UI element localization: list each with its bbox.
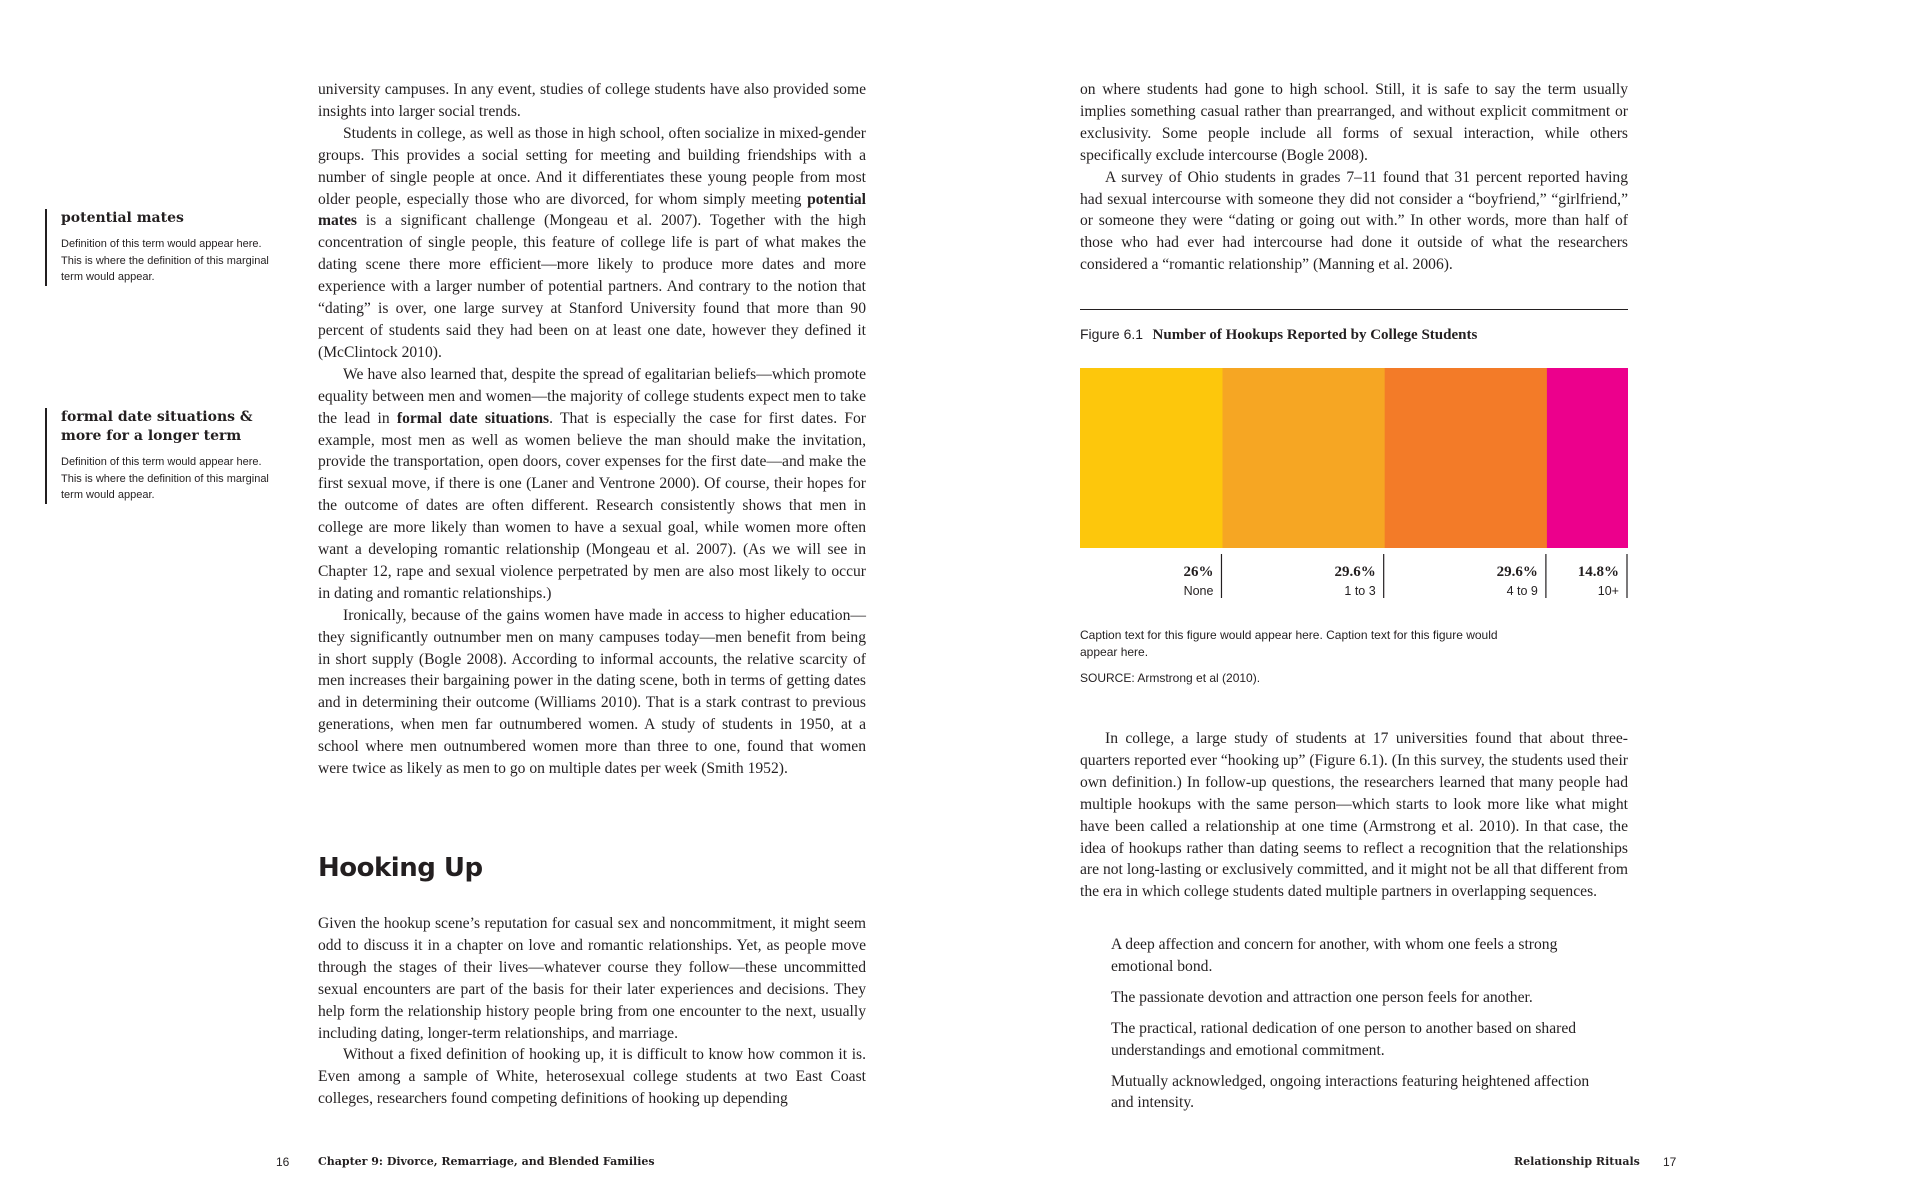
figure-number: Figure 6.1 [1080,326,1144,342]
chart-value-label: 14.8% [1577,564,1619,580]
chart-category-label: 1 to 3 [1344,584,1376,598]
page-number-right: 17 [1663,1155,1677,1169]
chart-bar-segment [1385,368,1548,548]
chart-value-label: 26% [1183,564,1214,580]
paragraph: Without a fixed definition of hooking up, it is difficult to know how common it is. Even among a sample of White, heterosexual college students at two East Coast colleges, researchers found competing definitions of hooking up depending [318,1046,866,1108]
chart-value-label: 29.6% [1334,564,1376,580]
figure-title [1080,324,1477,346]
paragraph: Given the hookup scene’s reputation for casual sex and noncommitment, it might seem odd to discuss it in a chapter on love and romantic relationships. Yet, as people move through the stages of their lives—whatever course they follow—these uncommitted sexual encounters are part of the basis for their later experiences and decisions. They help form the relationship history people bring from one encounter to the next, usually including dating, longer-term relationships, and marriage. [318,915,866,1042]
page-number-left: 16 [276,1155,290,1169]
chart-category-label: 10+ [1597,584,1619,598]
glossary-term-title: potential mates [61,210,184,226]
paragraph: We have also learned that, despite the spread of egalitarian beliefs—which promote equality between men and women—the majority of college students expect men to take the lead in formal date situations. That is especially the case for first dates. For example, most men as well as women believe the man should make the invitation, provide the transportation, open doors, cover expenses for the first date—and make the first sexual move, if there is one (Laner and Ventrone 2000). Of course, their hopes for the outcome of dates are often different. Research consistently shows that men in college are more likely than women to have a sexual goal, while women more often want a developing romantic relationship (Mongeau et al. 2007). (As we will see in Chapter 12, rape and sexual violence perpetrated by men are also most likely to occur in dating and romantic relationships.) [318,365,866,602]
glossary-term-definition: Definition of this term would appear here. This is where the definition of this marginal term would appear. [61,456,269,501]
chart-bar-segment [1080,368,1223,548]
definition-item: Mutually acknowledged, ongoing interactions featuring heightened affection and intensity. [1111,1072,1590,1112]
paragraph: university campuses. In any event, studies of college students have also provided some insights into larger social trends. [318,81,866,120]
glossary-term-highlight: formal date situations [396,409,550,427]
left-page-body [318,79,866,780]
left-page-body-continued [318,913,866,1110]
chart-category-label: None [1183,584,1214,598]
chart-bar-segment [1547,368,1628,548]
definition-item: The practical, rational dedication of one person to another based on shared understandings and emotional commitment. [1111,1019,1577,1059]
figure-name: Number of Hookups Reported by College Students [1152,327,1478,343]
definition-list [1111,934,1591,1123]
glossary-term-formal-date-situations [45,408,281,504]
glossary-term-definition: Definition of this term would appear here. This is where the definition of this marginal term would appear. [61,238,269,283]
paragraph: on where students had gone to high school. Still, it is safe to say the term usually implies something casual rather than prearranged, and without explicit commitment or exclusivity. Some people include all forms of sexual interaction, while others specifically exclude intercourse (Bogle 2008). [1080,81,1628,164]
paragraph: In college, a large study of students at 17 universities found that about three-quarters reported ever “hooking up” (Figure 6.1). (In this survey, the students used their own definition.) In follow-up questions, the researchers learned that many people had multiple hookups with the same person—which starts to look more like what might have been called a relationship at one time (Armstrong et al. 2010). In that case, the idea of hookups rather than dating seems to reflect a recognition that the relationships are not long-lasting or exclusively committed, and it might not be all that different from the era in which college students dated multiple partners in overlapping sequences. [1080,730,1628,901]
running-head-left: Chapter 9: Divorce, Remarriage, and Blended Families [318,1155,655,1168]
paragraph: Students in college, as well as those in high school, often socialize in mixed-gender groups. This provides a social setting for meeting and building friendships with a number of single people at once. And it differentiates these young people from most older people, especially those who are divorced, for whom simply meeting potential mates is a significant challenge (Mongeau et al. 2007). Together with the high concentration of single people, this feature of college life is part of what makes the dating scene there more efficient—more likely to produce more dates and more experience with a larger number of potential partners. And contrary to the notion that “dating” is over, one large survey at Stanford University found that more than 90 percent of students said they had been on at least one date, however they defined it (McClintock 2010). [318,124,866,361]
figure-source: SOURCE: Armstrong et al (2010). [1080,671,1261,685]
definition-item: A deep affection and concern for another, with whom one feels a strong emotional bond. [1111,936,1558,975]
paragraph: A survey of Ohio students in grades 7–11 found that 31 percent reported having had sexual intercourse with someone they did not consider a “boyfriend,” “girlfriend,” or someone they were “dating or going out with.” In other words, more than half of those who had ever had intercourse had done it outside of what the researchers considered a “romantic relationship” (Manning et al. 2006). [1080,168,1628,274]
section-heading: Hooking Up [318,853,483,883]
right-page-body [1080,79,1628,276]
hookups-chart [1080,368,1628,608]
glossary-term-potential-mates [45,209,281,286]
right-page-body-continued [1080,728,1628,903]
chart-bar-segment [1222,368,1385,548]
running-head-right: Relationship Rituals [1514,1155,1640,1168]
figure-caption: Caption text for this figure would appear here. Caption text for this figure would appear here. [1080,628,1498,659]
chart-value-label: 29.6% [1496,564,1538,580]
definition-item: The passionate devotion and attraction one person feels for another. [1111,988,1533,1006]
glossary-term-highlight: potential mates [318,190,866,230]
figure-rule [1080,309,1628,310]
glossary-term-title: formal date situations & more for a longer term [61,409,253,444]
chart-category-label: 4 to 9 [1506,584,1538,598]
paragraph: Ironically, because of the gains women have made in access to higher education—they significantly outnumber men on many campuses today—men benefit from being in short supply (Bogle 2008). According to informal accounts, the relative scarcity of men increases their bargaining power in the dating scene, both in terms of getting dates and in determining their outcome (Williams 2010). That is a stark contrast to previous generations, when men far outnumbered women. A study of students in 1950, at a school where men outnumbered women more than three to one, found that women were twice as likely as men to go on multiple dates per week (Smith 1952). [318,606,866,778]
